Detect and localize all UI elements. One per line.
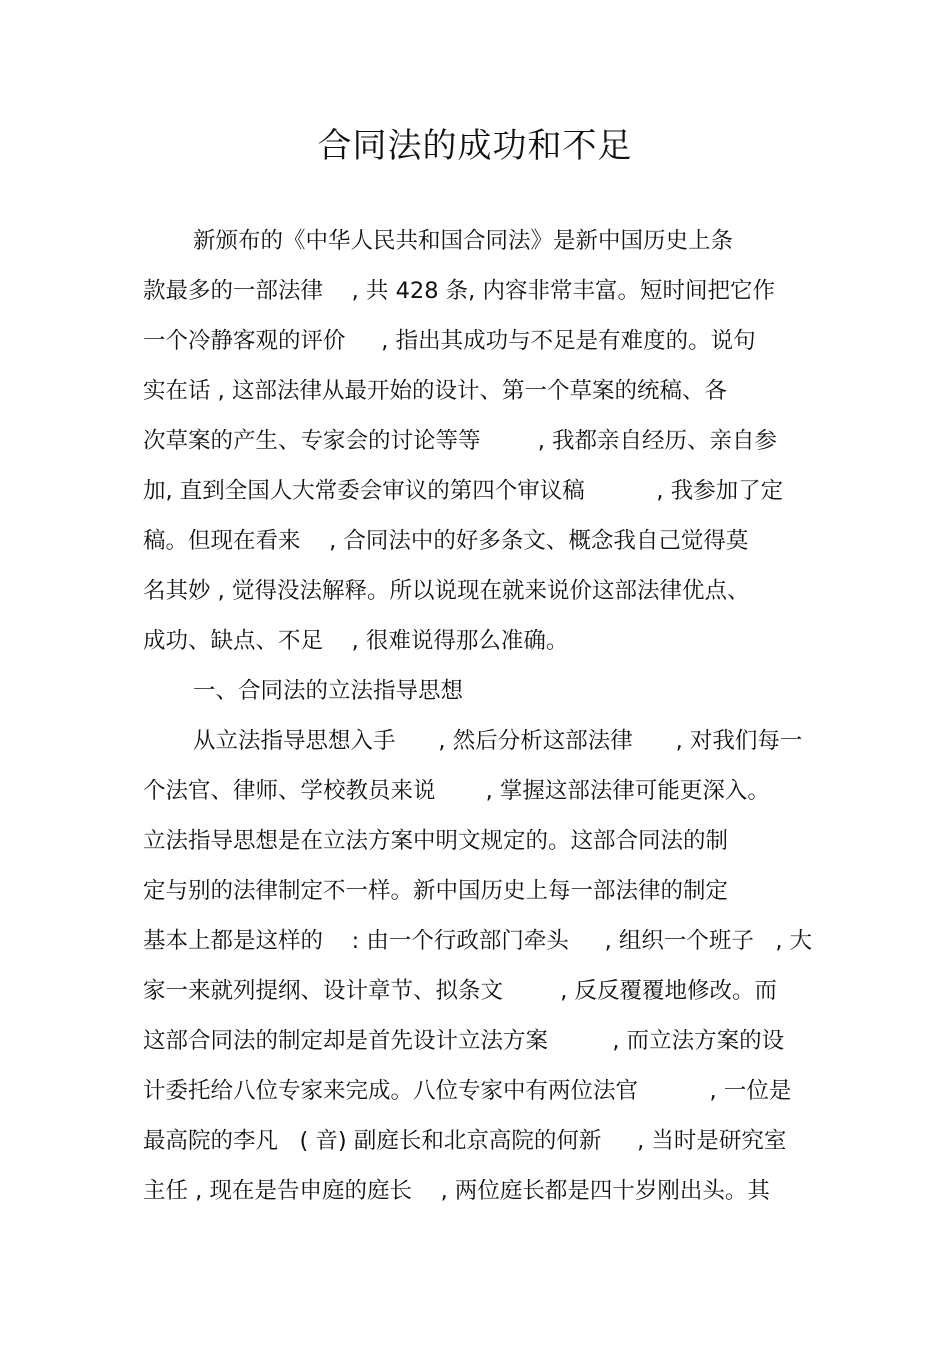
document-title: 合同法的成功和不足 xyxy=(317,126,633,166)
paragraph-line: 基本上都是这样的 : 由一个行政部门牵头 , 组织一个班子 , 大 xyxy=(143,928,813,954)
paragraph-line: 个法官、律师、学校教员来说 , 掌握这部法律可能更深入。 xyxy=(143,778,770,804)
paragraph-line: 定与别的法律制定不一样。新中国历史上每一部法律的制定 xyxy=(143,878,729,904)
paragraph-line: 最高院的李凡 ( 音) 副庭长和北京高院的何新 , 当时是研究室 xyxy=(143,1128,787,1154)
paragraph-line: 立法指导思想是在立法方案中明文规定的。这部合同法的制 xyxy=(143,828,729,854)
paragraph-line: 新颁布的《中华人民共和国合同法》是新中国历史上条 xyxy=(193,228,734,254)
paragraph-line: 主任 , 现在是告申庭的庭长 , 两位庭长都是四十岁刚出头。其 xyxy=(143,1178,770,1204)
section-heading: 一、合同法的立法指导思想 xyxy=(193,678,464,704)
paragraph-line: 加, 直到全国人大常委会审议的第四个审议稿 , 我参加了定 xyxy=(143,478,784,504)
paragraph-line: 从立法指导思想入手 , 然后分析这部法律 , 对我们每一 xyxy=(193,728,803,754)
paragraph-line: 一个冷静客观的评价 , 指出其成功与不足是有难度的。说句 xyxy=(143,328,756,354)
paragraph-line: 这部合同法的制定却是首先设计立法方案 , 而立法方案的设 xyxy=(143,1028,785,1054)
paragraph-line: 家一来就列提纲、设计章节、拟条文 , 反反覆覆地修改。而 xyxy=(143,978,778,1004)
paragraph-line: 实在话 , 这部法律从最开始的设计、第一个草案的统稿、各 xyxy=(143,378,727,404)
paragraph-line: 稿。但现在看来 , 合同法中的好多条文、概念我自己觉得莫 xyxy=(143,528,749,554)
paragraph-line: 名其妙 , 觉得没法解释。所以说现在就来说价这部法律优点、 xyxy=(143,578,750,604)
paragraph-line: 款最多的一部法律 , 共 428 条, 内容非常丰富。短时间把它作 xyxy=(143,278,775,304)
paragraph-line: 计委托给八位专家来完成。八位专家中有两位法官 , 一位是 xyxy=(143,1078,792,1104)
paragraph-line: 成功、缺点、不足 , 很难说得那么准确。 xyxy=(143,628,569,654)
paragraph-line: 次草案的产生、专家会的讨论等等 , 我都亲自经历、亲自参 xyxy=(143,428,778,454)
